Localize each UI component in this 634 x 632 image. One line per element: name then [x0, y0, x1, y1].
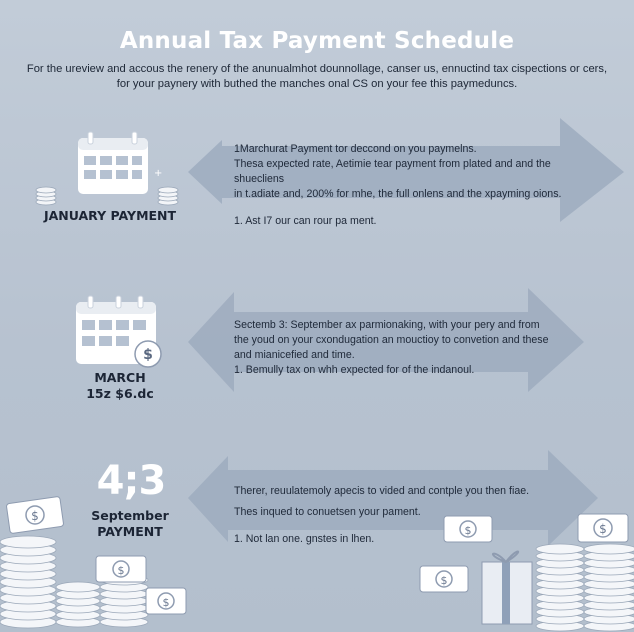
svg-text:$: $ [31, 509, 39, 523]
dollar-bill-icon [420, 566, 468, 592]
dollar-bill-icon [6, 496, 64, 533]
coin-stack-icon [156, 184, 180, 206]
coin-stack-icon [0, 536, 56, 628]
arrow-text-line-1: 1Marchurat Payment tor deccond on you paymelns. [234, 143, 477, 155]
section-label-line-2: 15z $6.dc [86, 386, 154, 401]
arrow-note: 1. Not lan one. gnstes in lhen. [234, 533, 375, 545]
section-label [30, 208, 190, 224]
intro-line-2: for your paynery with buthed the manches onal CS on your fee this paymeduncs. [116, 78, 518, 90]
svg-text:$: $ [599, 522, 607, 536]
coin-stack-icon [100, 575, 148, 627]
dollar-bill-icon [444, 516, 492, 542]
arrow-note: 1. Bemully tax on whh expected for of the indanoul. [234, 364, 475, 376]
arrow-text [234, 318, 584, 378]
section-label-line-1: September [91, 508, 169, 523]
section-label-line-1: JANUARY PAYMENT [43, 208, 177, 223]
dollar-bill-icon [146, 588, 186, 614]
arrow-text [234, 142, 584, 229]
svg-text:$: $ [464, 524, 472, 537]
page-title: Annual Tax Payment Schedule [119, 28, 515, 54]
section-label [60, 370, 180, 402]
calendar-icon [74, 130, 164, 196]
arrow-note: 1. Ast I7 our can rour pa ment. [234, 215, 377, 227]
calendar-icon [72, 294, 172, 370]
money-illustration-left [0, 496, 200, 632]
intro-text [20, 62, 614, 92]
money-illustration-right [414, 508, 634, 632]
intro-line-1: For the ureview and accous the renery of the anunualmhot dounnollage, canser us, ennuctind tax cispections or cers, [26, 63, 608, 75]
section-label-line-1: MARCH [94, 370, 146, 385]
coin-stack-icon [34, 184, 58, 206]
section-label-line-2: PAYMENT [97, 524, 163, 539]
svg-text:$: $ [117, 564, 125, 577]
dollar-bill-icon [578, 514, 628, 542]
arrow-text-line-1: Sectemb 3: September ax parmionaking, with your pery and from [234, 319, 540, 331]
dollar-bill-icon [96, 556, 146, 582]
coin-stack-icon [584, 544, 634, 631]
arrow-text-line-2: Thes inqued to conuetsen your pament. [234, 506, 421, 518]
svg-text:$: $ [440, 574, 448, 587]
coin-stack-icon [56, 582, 100, 627]
info-arrow [188, 288, 626, 396]
arrow-text-line-3: and mianicefied and time. [234, 349, 355, 361]
arrow-text-line-3: in t.adiate and, 200% for mhe, the full onlens and the xpayming oions. [234, 188, 562, 200]
arrow-text-line-2: Thesa expected rate, Aetimie tear payment from plated and and the shuecliens [234, 158, 551, 185]
info-arrow [188, 118, 626, 226]
arrow-text-line-1: Therer, reuulatemoly apecis to vided and contple you then fiae. [234, 485, 530, 497]
svg-text:$: $ [143, 347, 153, 363]
arrow-text-line-2: the youd on your cxondugation an mouctioy to convetion and these [234, 334, 549, 346]
big-number: 4;3 [96, 458, 166, 504]
svg-text:$: $ [162, 596, 170, 609]
gift-box-icon [482, 551, 532, 624]
coin-stack-icon [536, 544, 584, 631]
svg-text:+: + [154, 168, 163, 179]
